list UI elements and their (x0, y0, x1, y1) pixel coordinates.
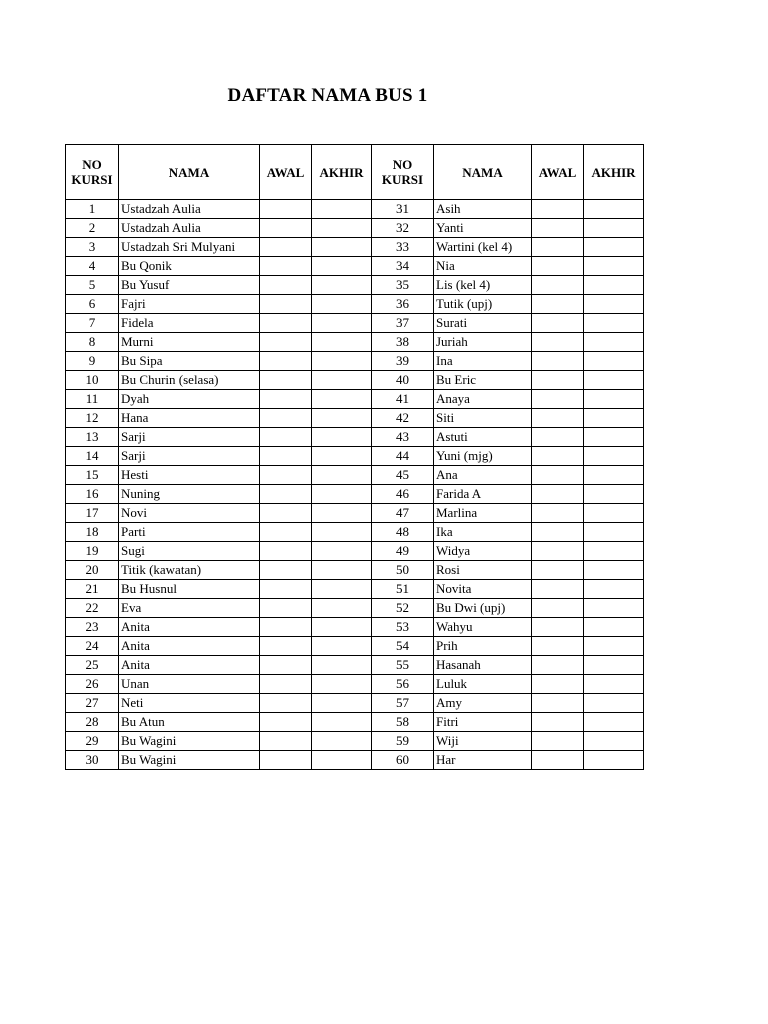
seat-number: 49 (372, 542, 434, 561)
akhir-cell (312, 523, 372, 542)
header-awal: AWAL (532, 145, 584, 200)
awal-cell (532, 238, 584, 257)
passenger-name: Luluk (434, 675, 532, 694)
akhir-cell (312, 713, 372, 732)
akhir-cell (584, 219, 644, 238)
table-row (66, 276, 644, 295)
seat-number: 38 (372, 333, 434, 352)
seat-number: 4 (66, 257, 119, 276)
akhir-cell (312, 561, 372, 580)
table-row (66, 561, 644, 580)
akhir-cell (584, 466, 644, 485)
passenger-name: Bu Wagini (119, 751, 260, 770)
table-row (66, 409, 644, 428)
awal-cell (532, 599, 584, 618)
passenger-name: Ina (434, 352, 532, 371)
seat-number: 46 (372, 485, 434, 504)
seat-number: 47 (372, 504, 434, 523)
akhir-cell (312, 333, 372, 352)
awal-cell (260, 257, 312, 276)
seat-number: 35 (372, 276, 434, 295)
passenger-name: Novi (119, 504, 260, 523)
seat-number: 31 (372, 200, 434, 219)
header-nama: NAMA (434, 145, 532, 200)
akhir-cell (312, 504, 372, 523)
passenger-name: Har (434, 751, 532, 770)
akhir-cell (312, 694, 372, 713)
passenger-name: Wartini (kel 4) (434, 238, 532, 257)
seat-number: 22 (66, 599, 119, 618)
awal-cell (532, 390, 584, 409)
seat-number: 52 (372, 599, 434, 618)
passenger-name: Fidela (119, 314, 260, 333)
passenger-name: Parti (119, 523, 260, 542)
awal-cell (260, 333, 312, 352)
awal-cell (260, 561, 312, 580)
akhir-cell (312, 371, 372, 390)
table-row (66, 428, 644, 447)
awal-cell (260, 599, 312, 618)
passenger-name: Rosi (434, 561, 532, 580)
awal-cell (260, 314, 312, 333)
passenger-name: Yuni (mjg) (434, 447, 532, 466)
seat-number: 10 (66, 371, 119, 390)
awal-cell (532, 447, 584, 466)
awal-cell (532, 542, 584, 561)
awal-cell (532, 656, 584, 675)
passenger-name: Bu Eric (434, 371, 532, 390)
passenger-name: Ana (434, 466, 532, 485)
seat-number: 34 (372, 257, 434, 276)
awal-cell (532, 675, 584, 694)
awal-cell (260, 580, 312, 599)
passenger-name: Amy (434, 694, 532, 713)
awal-cell (532, 200, 584, 219)
akhir-cell (312, 466, 372, 485)
akhir-cell (584, 504, 644, 523)
table-row (66, 314, 644, 333)
passenger-name: Titik (kawatan) (119, 561, 260, 580)
akhir-cell (312, 599, 372, 618)
awal-cell (532, 371, 584, 390)
table-header (66, 145, 644, 200)
table-row (66, 694, 644, 713)
seat-number: 42 (372, 409, 434, 428)
passenger-name: Prih (434, 637, 532, 656)
akhir-cell (312, 257, 372, 276)
seat-number: 8 (66, 333, 119, 352)
seat-number: 58 (372, 713, 434, 732)
seat-number: 7 (66, 314, 119, 333)
akhir-cell (584, 371, 644, 390)
passenger-name: Nuning (119, 485, 260, 504)
seat-number: 37 (372, 314, 434, 333)
table-row (66, 485, 644, 504)
akhir-cell (584, 561, 644, 580)
awal-cell (260, 371, 312, 390)
table-row (66, 466, 644, 485)
header-nama: NAMA (119, 145, 260, 200)
passenger-name: Lis (kel 4) (434, 276, 532, 295)
header-akhir: AKHIR (584, 145, 644, 200)
seat-number: 54 (372, 637, 434, 656)
seat-number: 11 (66, 390, 119, 409)
seat-number: 2 (66, 219, 119, 238)
awal-cell (532, 504, 584, 523)
akhir-cell (312, 637, 372, 656)
awal-cell (532, 580, 584, 599)
awal-cell (260, 732, 312, 751)
akhir-cell (584, 751, 644, 770)
awal-cell (532, 732, 584, 751)
awal-cell (532, 694, 584, 713)
akhir-cell (312, 238, 372, 257)
passenger-name: Anita (119, 656, 260, 675)
header-awal: AWAL (260, 145, 312, 200)
awal-cell (260, 504, 312, 523)
seat-number: 48 (372, 523, 434, 542)
passenger-name: Eva (119, 599, 260, 618)
passenger-name: Bu Husnul (119, 580, 260, 599)
akhir-cell (584, 295, 644, 314)
passenger-name: Unan (119, 675, 260, 694)
akhir-cell (584, 409, 644, 428)
akhir-cell (584, 352, 644, 371)
passenger-name: Astuti (434, 428, 532, 447)
seat-number: 51 (372, 580, 434, 599)
seat-number: 55 (372, 656, 434, 675)
seat-number: 1 (66, 200, 119, 219)
akhir-cell (312, 409, 372, 428)
akhir-cell (584, 656, 644, 675)
table-row (66, 599, 644, 618)
awal-cell (532, 257, 584, 276)
awal-cell (532, 637, 584, 656)
seat-number: 53 (372, 618, 434, 637)
seat-number: 43 (372, 428, 434, 447)
awal-cell (260, 523, 312, 542)
table-row (66, 751, 644, 770)
passenger-name: Ustadzah Aulia (119, 200, 260, 219)
seat-number: 27 (66, 694, 119, 713)
passenger-name: Siti (434, 409, 532, 428)
akhir-cell (584, 580, 644, 599)
akhir-cell (584, 523, 644, 542)
seat-number: 19 (66, 542, 119, 561)
awal-cell (260, 295, 312, 314)
header-no-kursi: NO KURSI (372, 145, 434, 200)
seat-number: 40 (372, 371, 434, 390)
seat-number: 39 (372, 352, 434, 371)
seat-number: 50 (372, 561, 434, 580)
awal-cell (532, 314, 584, 333)
seat-number: 56 (372, 675, 434, 694)
awal-cell (532, 485, 584, 504)
akhir-cell (312, 656, 372, 675)
seat-number: 60 (372, 751, 434, 770)
seat-number: 13 (66, 428, 119, 447)
passenger-name: Fajri (119, 295, 260, 314)
table-row (66, 580, 644, 599)
passenger-name: Yanti (434, 219, 532, 238)
table-row (66, 219, 644, 238)
awal-cell (260, 466, 312, 485)
seat-number: 36 (372, 295, 434, 314)
awal-cell (260, 428, 312, 447)
awal-cell (532, 409, 584, 428)
seat-number: 9 (66, 352, 119, 371)
akhir-cell (584, 485, 644, 504)
seat-number: 3 (66, 238, 119, 257)
akhir-cell (312, 542, 372, 561)
passenger-name: Hesti (119, 466, 260, 485)
awal-cell (260, 694, 312, 713)
awal-cell (532, 618, 584, 637)
passenger-name: Bu Atun (119, 713, 260, 732)
awal-cell (260, 485, 312, 504)
seat-number: 21 (66, 580, 119, 599)
passenger-name: Dyah (119, 390, 260, 409)
header-akhir: AKHIR (312, 145, 372, 200)
seat-number: 17 (66, 504, 119, 523)
awal-cell (260, 542, 312, 561)
passenger-name: Anita (119, 637, 260, 656)
table-row (66, 523, 644, 542)
akhir-cell (312, 580, 372, 599)
akhir-cell (584, 732, 644, 751)
seat-number: 15 (66, 466, 119, 485)
passenger-name: Tutik (upj) (434, 295, 532, 314)
awal-cell (260, 637, 312, 656)
akhir-cell (584, 637, 644, 656)
awal-cell (532, 751, 584, 770)
seat-number: 33 (372, 238, 434, 257)
akhir-cell (584, 200, 644, 219)
table-row (66, 618, 644, 637)
akhir-cell (312, 295, 372, 314)
passenger-name: Anaya (434, 390, 532, 409)
seat-number: 59 (372, 732, 434, 751)
awal-cell (260, 618, 312, 637)
table-row (66, 333, 644, 352)
awal-cell (532, 713, 584, 732)
akhir-cell (312, 352, 372, 371)
awal-cell (260, 713, 312, 732)
awal-cell (532, 561, 584, 580)
awal-cell (260, 447, 312, 466)
passenger-name: Hana (119, 409, 260, 428)
awal-cell (260, 751, 312, 770)
header-no-kursi: NO KURSI (66, 145, 119, 200)
seat-number: 45 (372, 466, 434, 485)
awal-cell (260, 219, 312, 238)
table-row (66, 238, 644, 257)
passenger-name: Anita (119, 618, 260, 637)
seat-number: 16 (66, 485, 119, 504)
akhir-cell (584, 447, 644, 466)
awal-cell (260, 352, 312, 371)
passenger-name: Bu Yusuf (119, 276, 260, 295)
passenger-name: Farida A (434, 485, 532, 504)
passenger-name: Sarji (119, 447, 260, 466)
passenger-name: Sugi (119, 542, 260, 561)
passenger-name: Nia (434, 257, 532, 276)
passenger-name: Bu Qonik (119, 257, 260, 276)
table-row (66, 390, 644, 409)
seat-number: 44 (372, 447, 434, 466)
passenger-name: Wiji (434, 732, 532, 751)
awal-cell (532, 333, 584, 352)
seat-roster-table (65, 144, 644, 770)
akhir-cell (584, 238, 644, 257)
seat-number: 20 (66, 561, 119, 580)
seat-number: 14 (66, 447, 119, 466)
passenger-name: Juriah (434, 333, 532, 352)
table-row (66, 656, 644, 675)
akhir-cell (312, 485, 372, 504)
passenger-name: Novita (434, 580, 532, 599)
akhir-cell (312, 675, 372, 694)
passenger-name: Widya (434, 542, 532, 561)
akhir-cell (312, 732, 372, 751)
awal-cell (260, 656, 312, 675)
passenger-name: Murni (119, 333, 260, 352)
seat-number: 24 (66, 637, 119, 656)
passenger-name: Neti (119, 694, 260, 713)
awal-cell (260, 276, 312, 295)
akhir-cell (584, 618, 644, 637)
passenger-name: Wahyu (434, 618, 532, 637)
awal-cell (260, 409, 312, 428)
page-title: DAFTAR NAMA BUS 1 (227, 85, 428, 106)
passenger-name: Fitri (434, 713, 532, 732)
akhir-cell (584, 428, 644, 447)
akhir-cell (312, 751, 372, 770)
awal-cell (260, 200, 312, 219)
akhir-cell (312, 200, 372, 219)
awal-cell (532, 428, 584, 447)
awal-cell (532, 523, 584, 542)
akhir-cell (584, 314, 644, 333)
awal-cell (260, 238, 312, 257)
akhir-cell (312, 447, 372, 466)
akhir-cell (584, 713, 644, 732)
table-row (66, 675, 644, 694)
akhir-cell (312, 219, 372, 238)
seat-number: 5 (66, 276, 119, 295)
seat-number: 25 (66, 656, 119, 675)
akhir-cell (312, 428, 372, 447)
passenger-name: Surati (434, 314, 532, 333)
table-row (66, 352, 644, 371)
akhir-cell (584, 276, 644, 295)
table-row (66, 200, 644, 219)
seat-number: 29 (66, 732, 119, 751)
akhir-cell (584, 257, 644, 276)
awal-cell (260, 390, 312, 409)
akhir-cell (312, 314, 372, 333)
passenger-name: Marlina (434, 504, 532, 523)
seat-number: 28 (66, 713, 119, 732)
table-row (66, 542, 644, 561)
awal-cell (532, 295, 584, 314)
seat-number: 18 (66, 523, 119, 542)
seat-number: 57 (372, 694, 434, 713)
table-row (66, 713, 644, 732)
passenger-name: Hasanah (434, 656, 532, 675)
passenger-name: Ustadzah Sri Mulyani (119, 238, 260, 257)
table-body (66, 200, 644, 770)
table-row (66, 732, 644, 751)
akhir-cell (584, 333, 644, 352)
seat-number: 26 (66, 675, 119, 694)
passenger-name: Sarji (119, 428, 260, 447)
seat-number: 23 (66, 618, 119, 637)
awal-cell (532, 276, 584, 295)
seat-number: 41 (372, 390, 434, 409)
seat-number: 30 (66, 751, 119, 770)
akhir-cell (584, 542, 644, 561)
passenger-name: Bu Sipa (119, 352, 260, 371)
passenger-name: Asih (434, 200, 532, 219)
awal-cell (532, 352, 584, 371)
akhir-cell (312, 276, 372, 295)
awal-cell (532, 219, 584, 238)
akhir-cell (584, 390, 644, 409)
seat-number: 12 (66, 409, 119, 428)
passenger-name: Bu Wagini (119, 732, 260, 751)
akhir-cell (584, 599, 644, 618)
table-row (66, 447, 644, 466)
akhir-cell (584, 675, 644, 694)
awal-cell (532, 466, 584, 485)
passenger-name: Ustadzah Aulia (119, 219, 260, 238)
table-row (66, 295, 644, 314)
table-row (66, 371, 644, 390)
passenger-name: Bu Dwi (upj) (434, 599, 532, 618)
akhir-cell (584, 694, 644, 713)
table-row (66, 257, 644, 276)
passenger-name: Bu Churin (selasa) (119, 371, 260, 390)
akhir-cell (312, 390, 372, 409)
awal-cell (260, 675, 312, 694)
passenger-name: Ika (434, 523, 532, 542)
seat-number: 6 (66, 295, 119, 314)
table-row (66, 504, 644, 523)
seat-number: 32 (372, 219, 434, 238)
akhir-cell (312, 618, 372, 637)
table-row (66, 637, 644, 656)
